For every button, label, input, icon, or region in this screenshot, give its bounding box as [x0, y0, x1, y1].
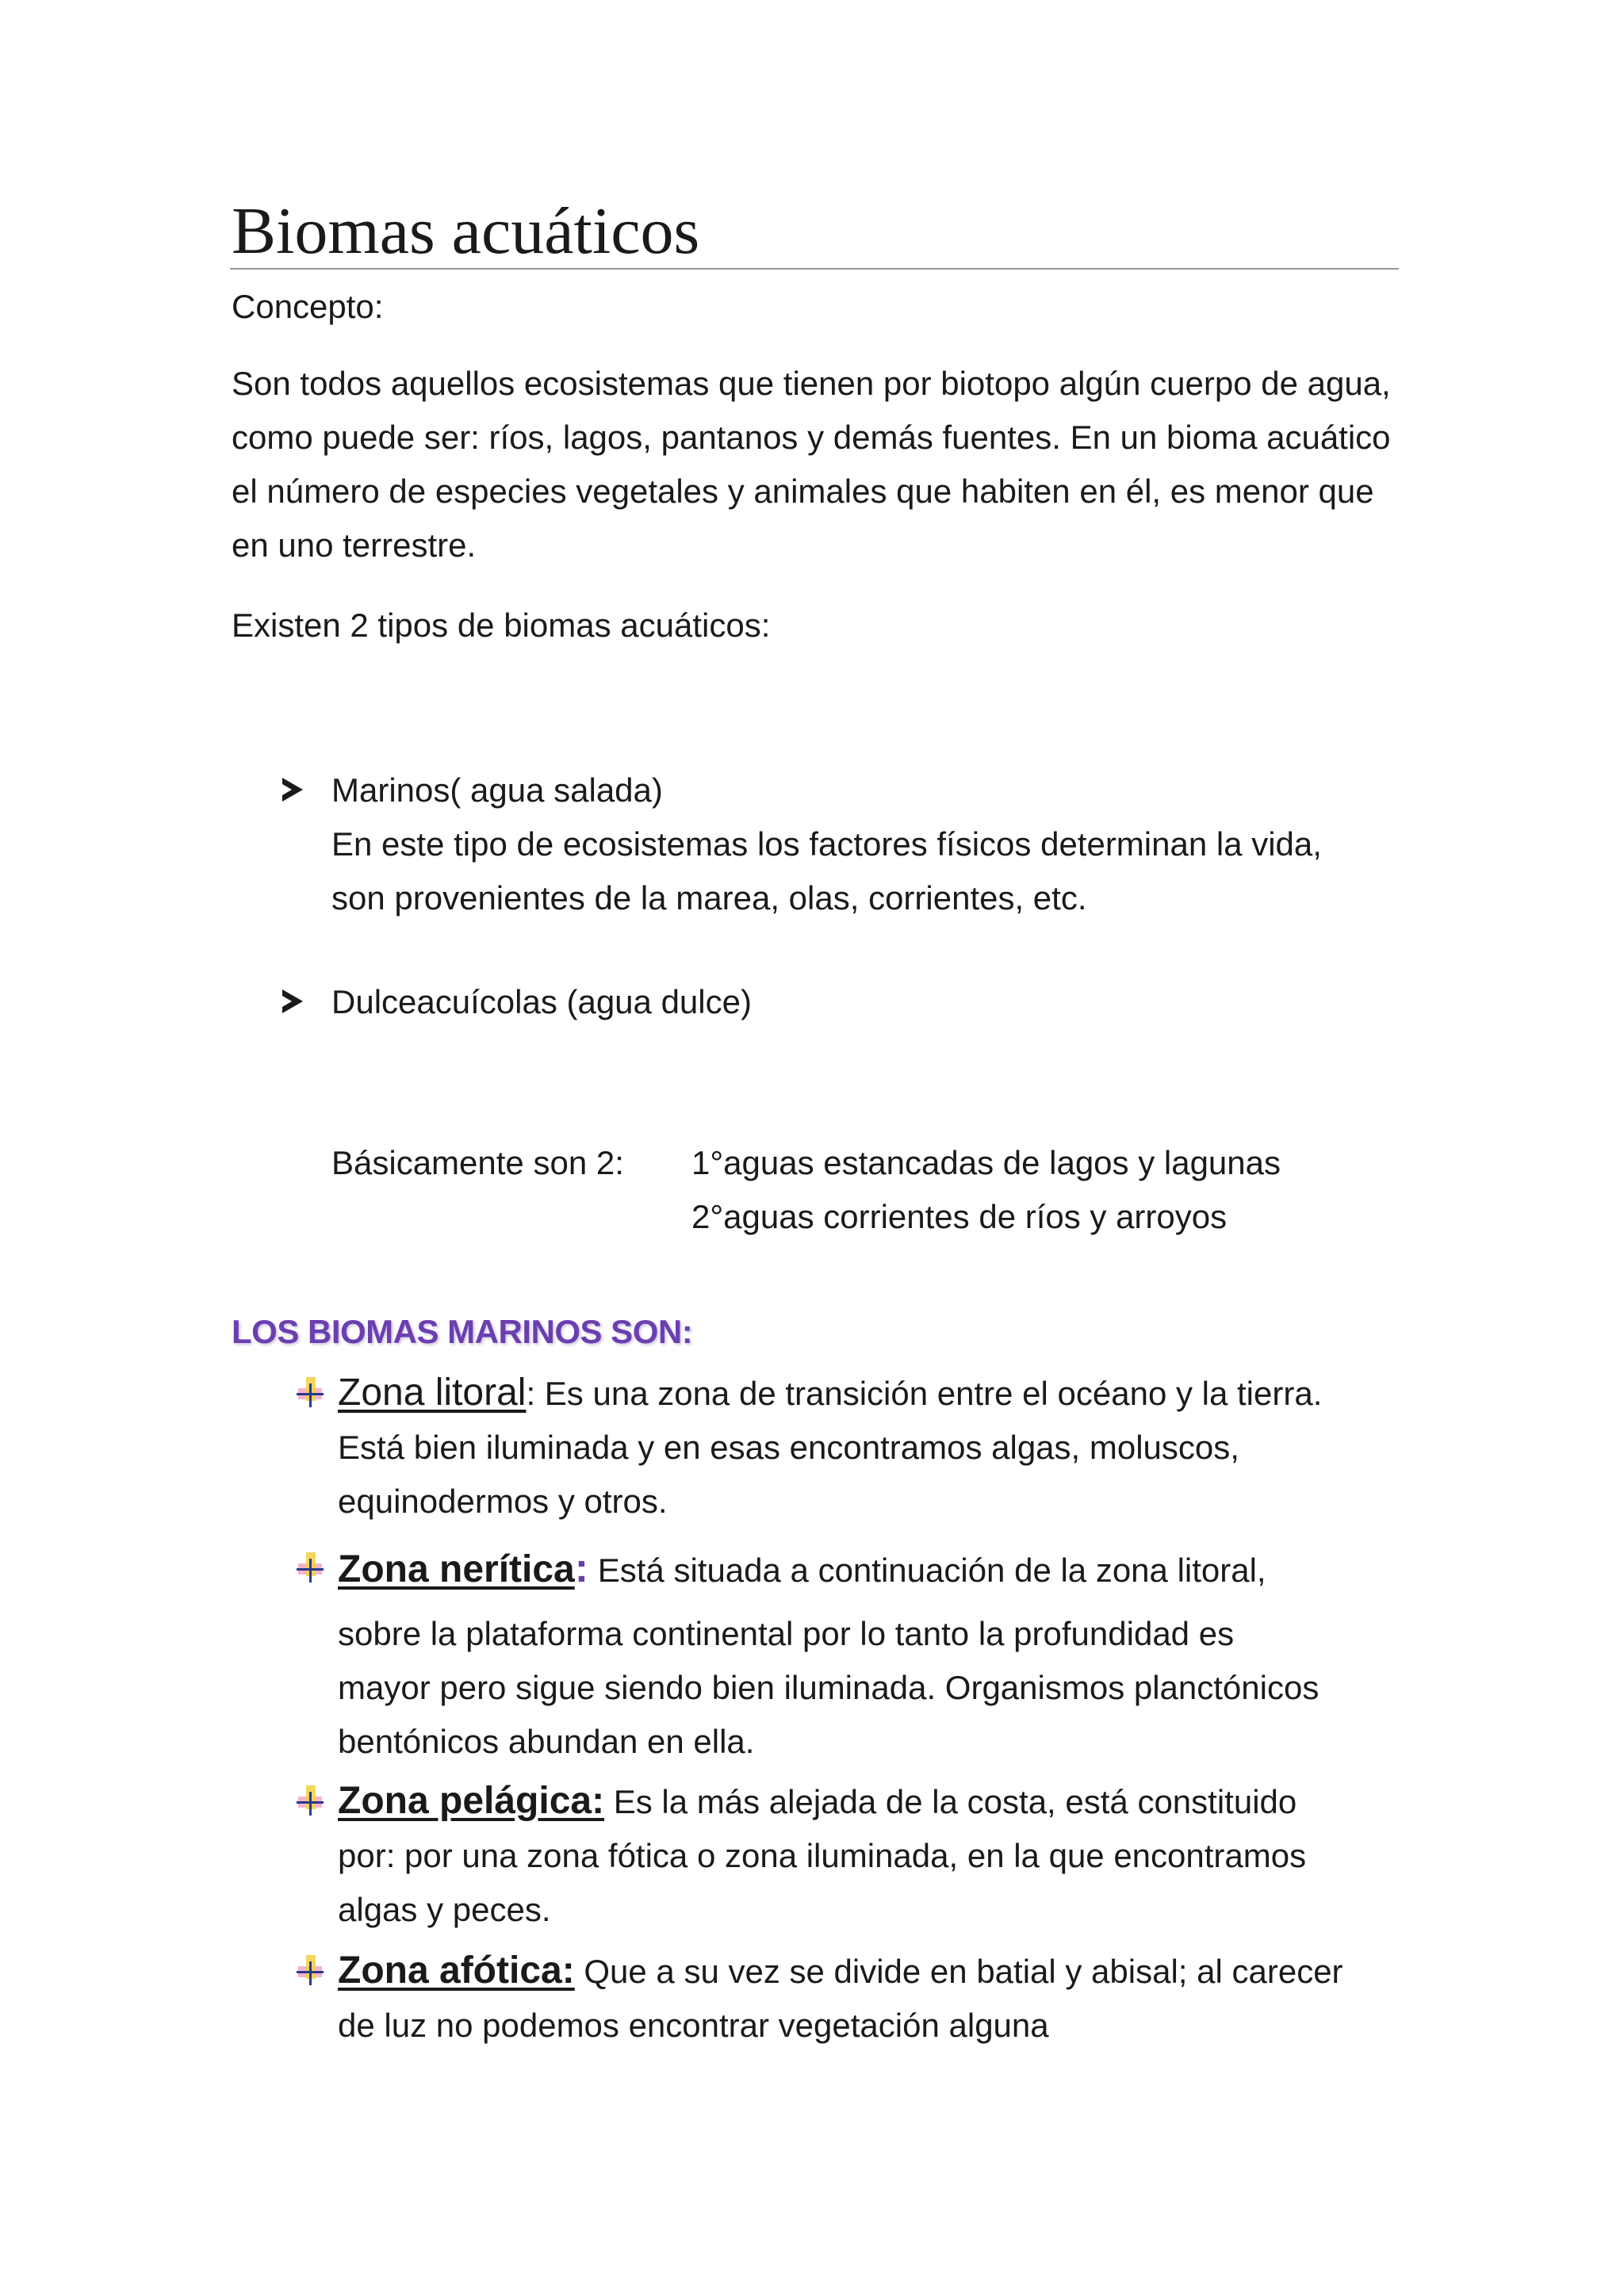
zone-colon: :: [574, 1545, 589, 1591]
zone-name: Zona afótica:: [338, 1950, 575, 1992]
zone-name: Zona pelágica:: [338, 1780, 605, 1822]
basic-label: Básicamente son 2:: [331, 1144, 624, 1181]
zone-name: Zona nerítica: [338, 1548, 575, 1590]
zone-line: sobre la plataforma continental por lo tanto la profundidad es: [338, 1615, 1235, 1652]
zone-line: Está bien iluminada y en esas encontramos algas, moluscos,: [338, 1429, 1239, 1466]
zone-intro: : Es una zona de transición entre el océano y la tierra.: [526, 1375, 1323, 1412]
zone-intro: Está situada a continuación de la zona litoral,: [588, 1552, 1266, 1589]
zone-intro: Que a su vez se divide en batial y abisal; al carecer: [574, 1953, 1343, 1990]
basic-item: 1°aguas estancadas de lagos y lagunas: [691, 1144, 1281, 1181]
zone-line: por: por una zona fótica o zona iluminada, en la que encontramos: [338, 1837, 1307, 1874]
title-underline-divider: [230, 268, 1399, 270]
cross-bullet-icon: [290, 1954, 328, 1988]
cross-bullet-icon: [290, 1784, 328, 1819]
page-title: Biomas acuáticos: [232, 194, 700, 268]
marine-biomes-heading: LOS BIOMAS MARINOS SON:: [232, 1313, 693, 1350]
intro-paragraph: Son todos aquellos ecosistemas que tienen por biotopo algún cuerpo de agua, como puede ser: ríos, lagos, pantanos y demás fuentes. En un bioma acuático el número de especies vegetales y animales que habiten en él, es menor que en uno terrestre.: [232, 365, 1391, 564]
zone-line: algas y peces.: [338, 1891, 551, 1928]
type-description-line: En este tipo de ecosistemas los factores físicos determinan la vida,: [331, 825, 1322, 863]
arrow-bullet-icon: [282, 989, 303, 1013]
zone-name: Zona litoral: [338, 1372, 527, 1414]
zone-line: mayor pero sigue siendo bien iluminada. Organismos planctónicos: [338, 1669, 1320, 1706]
type-description-line: son provenientes de la marea, olas, corrientes, etc.: [331, 879, 1087, 916]
arrow-bullet-icon: [282, 778, 303, 802]
cross-bullet-icon: [290, 1551, 328, 1586]
cross-bullet-icon: [290, 1376, 328, 1410]
type-label: Dulceacuícolas (agua dulce): [331, 983, 752, 1020]
types-intro: Existen 2 tipos de biomas acuáticos:: [232, 607, 771, 644]
zone-line: equinodermos y otros.: [338, 1483, 668, 1520]
zone-line: de luz no podemos encontrar vegetación alguna: [338, 2007, 1049, 2044]
concept-label: Concepto:: [232, 288, 384, 325]
type-label: Marinos( agua salada): [331, 771, 663, 809]
zone-intro: Es la más alejada de la costa, está constituido: [604, 1783, 1297, 1820]
zone-line: bentónicos abundan en ella.: [338, 1723, 755, 1760]
basic-item: 2°aguas corrientes de ríos y arroyos: [691, 1198, 1228, 1235]
